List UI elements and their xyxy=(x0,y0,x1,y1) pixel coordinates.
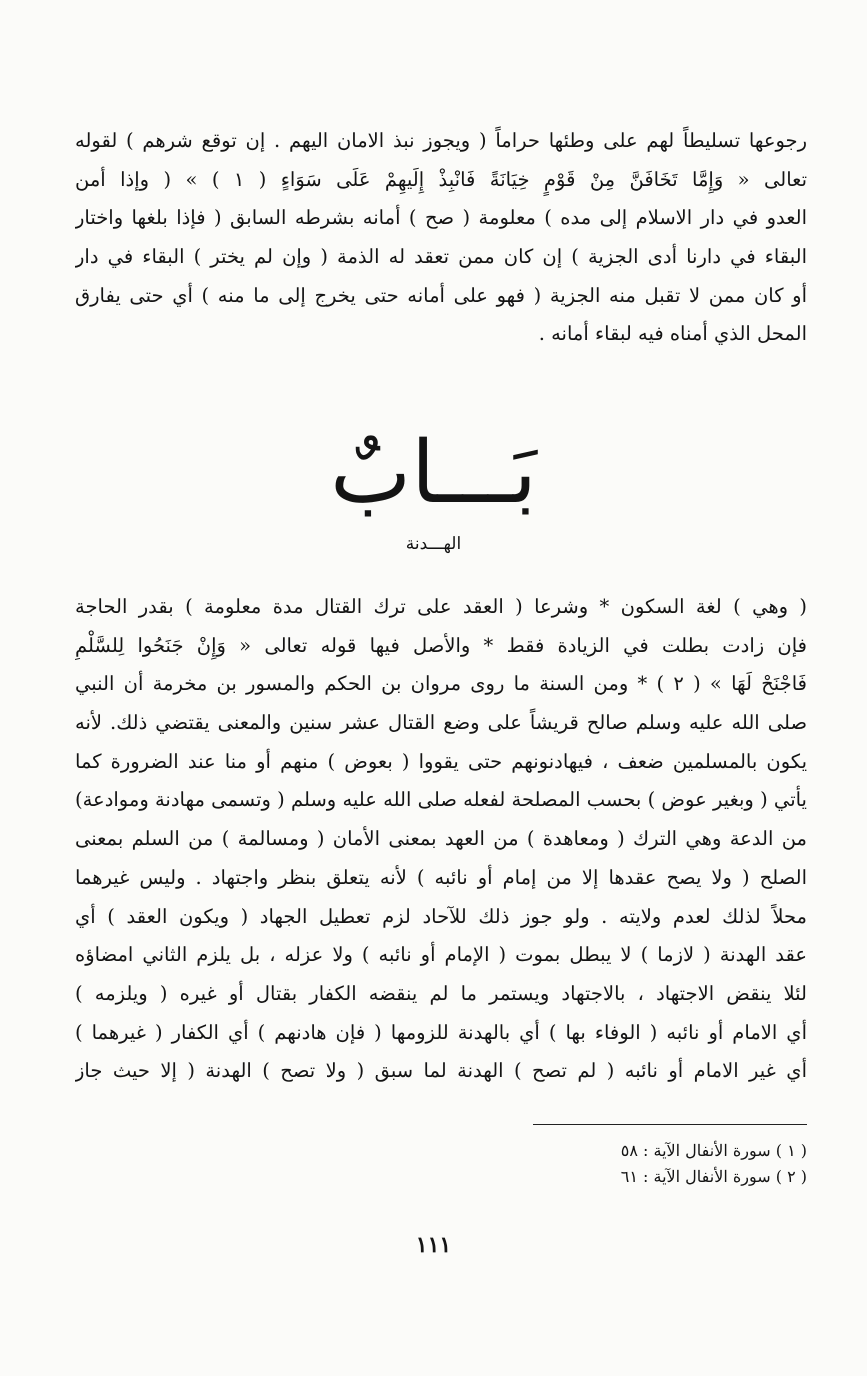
chapter-heading: بَـــابٌ xyxy=(330,423,537,523)
footnote: ( ١ ) سورة الأنفال الآية : ٥٨ xyxy=(620,1141,807,1160)
page-number: ١١١ xyxy=(415,1232,452,1258)
body-line: فإن زادت بطلت في الزيادة فقط * والأصل فيها قوله تعالى « وَإِنْ جَنَحُوا لِلسَّلْمِ xyxy=(75,633,807,657)
body-line: من الدعة وهي الترك ( ومعاهدة ) من العهد بمعنى الأمان ( ومسالمة ) من السلم بمعنى xyxy=(75,827,807,851)
body-line: صلى الله عليه وسلم صالح قريشاً على وضع القتال عشر سنين والمعنى يقتضي ذلك. لأنه xyxy=(75,711,807,735)
intro-line: المحل الذي أمناه فيه لبقاء أمانه . xyxy=(538,322,807,346)
intro-line: البقاء في دارنا أدى الجزية ) إن كان ممن تعقد له الذمة ( وإن لم يختر ) البقاء في دار xyxy=(75,245,807,269)
body-line: يكون بالمسلمين ضعف ، فيهادنونهم حتى يقووا ( بعوض ) منهم أو منا عند الضرورة كما xyxy=(75,749,807,773)
body-line: يأتي ( وبغير عوض ) بحسب المصلحة لفعله صلى الله عليه وسلم ( وتسمى مهادنة وموادعة) xyxy=(75,788,807,812)
body-line: محلاً لذلك لعدم ولايته . ولو جوز ذلك للآحاد لزم تعطيل الجهاد ( ويكون العقد ) أي xyxy=(75,904,807,928)
footnote: ( ٢ ) سورة الأنفال الآية : ٦١ xyxy=(620,1167,807,1186)
body-line: ( وهي ) لغة السكون * وشرعا ( العقد على ترك القتال مدة معلومة ) بقدر الحاجة xyxy=(75,595,807,618)
intro-line: تعالى « وَإِمَّا تَخَافَنَّ مِنْ قَوْمٍ خِيَانَةً فَانْبِذْ إِلَيهِمْ عَلَى سَوَاءٍ ( ١ ) » ( وإذا أمن xyxy=(75,167,807,191)
footnotes xyxy=(387,1138,807,1190)
intro-line: رجوعها تسليطاً لهم على وطئها حراماً ( ويجوز نبذ الامان اليهم . إن توقع شرهم ) لقوله xyxy=(75,129,807,152)
footnote-divider xyxy=(533,1124,807,1125)
body-line: الصلح ( ولا يصح عقدها إلا من إمام أو نائبه ) لأنه يتعلق بنظر واجتهاد . وليس غيرهما xyxy=(75,865,807,889)
body-line: أي غير الامام أو نائبه ( لم تصح ) الهدنة لما سبق ( ولا تصح ) الهدنة ( إلا حيث جاز xyxy=(75,1059,807,1083)
intro-line: العدو في دار الاسلام إلى مده ) معلومة ( صح ) أمانه بشرطه السابق ( فإذا بلغها واختار xyxy=(75,206,807,230)
body-line: لئلا ينقض الاجتهاد ، بالاجتهاد ويستمر ما لم ينقضه الكفار بقتال أو غيره ( ويلزمه ) xyxy=(75,981,807,1005)
section-title: الهـــدنة xyxy=(405,534,462,554)
intro-paragraph xyxy=(75,122,807,354)
intro-line: أو كان ممن لا تقبل منه الجزية ( فهو على أمانه حتى يخرج إلى ما منه ) أي حتى يفارق xyxy=(75,283,807,307)
body-line: فَاجْنَحْ لَهَا » ( ٢ ) * ومن السنة ما روى مروان بن الحكم والمسور بن مخرمة أن النبي xyxy=(75,672,807,696)
body-paragraph xyxy=(75,588,807,1091)
body-line: عقد الهدنة ( لازما ) لا يبطل بموت ( الإمام أو نائبه ) ولا عزله ، بل يلزم الثاني امضاؤه xyxy=(75,943,807,967)
body-line: أي الامام أو نائبه ( الوفاء بها ) أي بالهدنة للزومها ( فإن هادنهم ) أي الكفار ( غيرهما ) xyxy=(75,1020,807,1044)
